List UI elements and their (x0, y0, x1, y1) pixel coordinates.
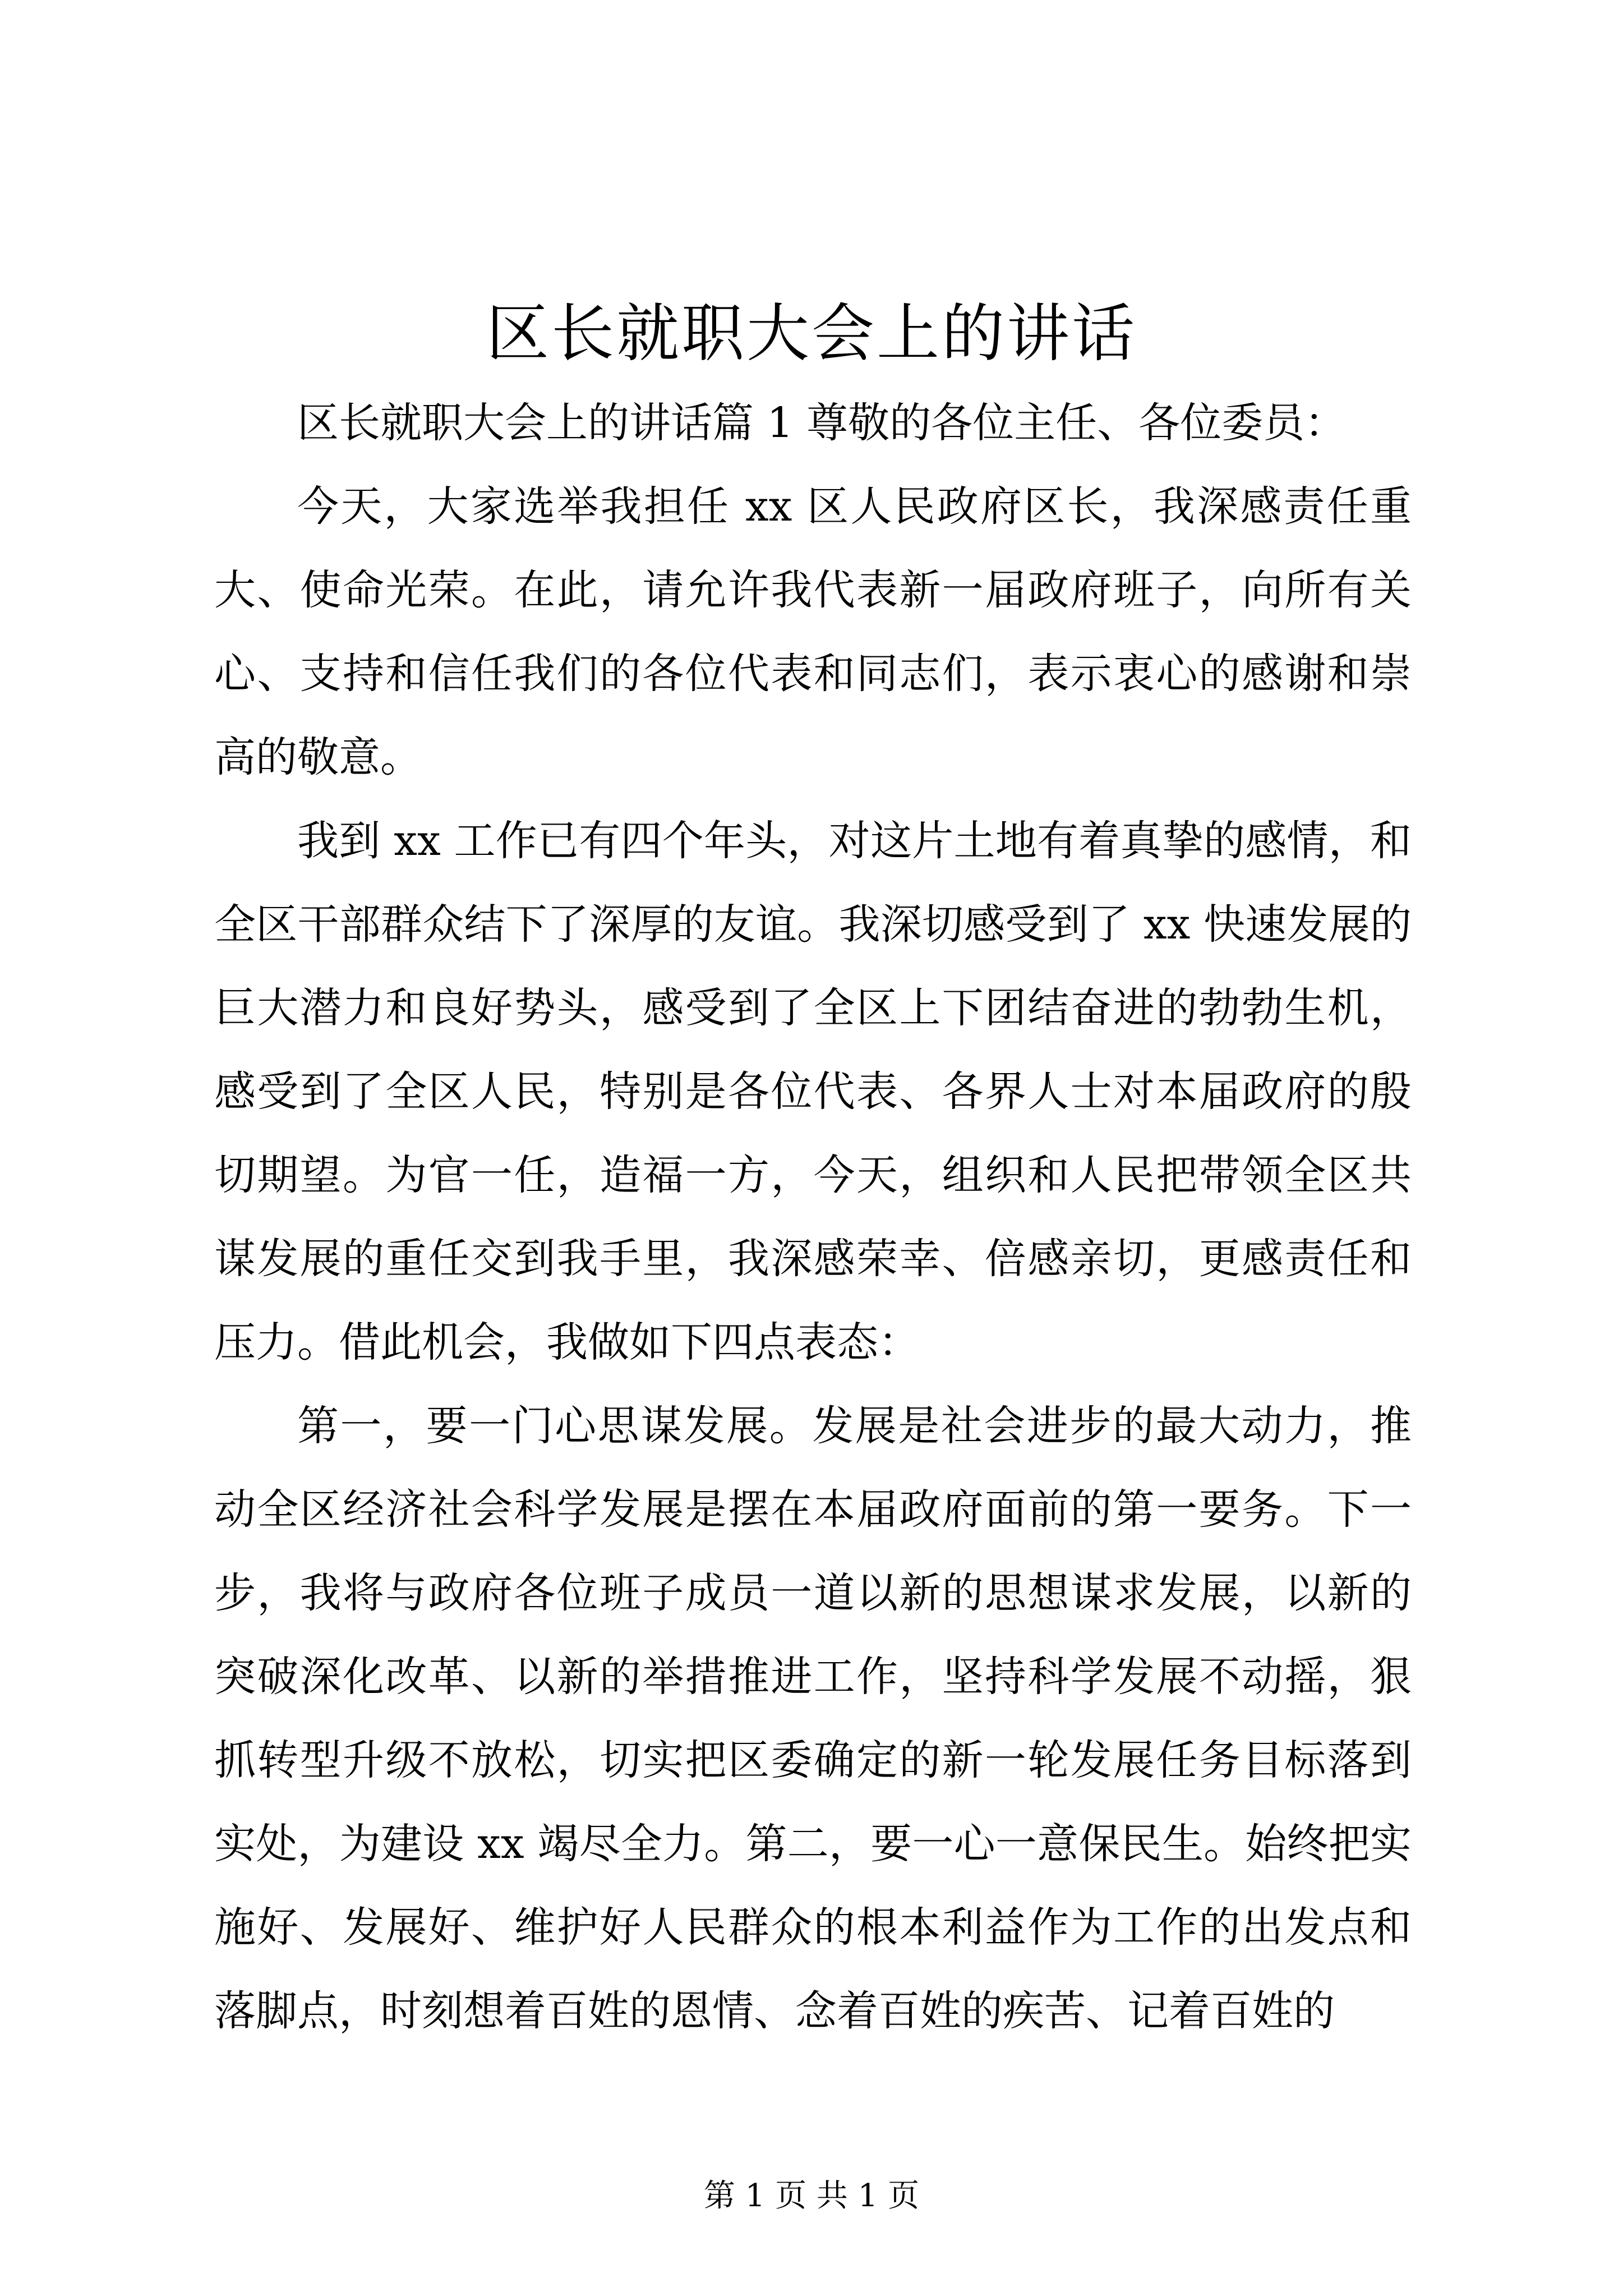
paragraph-salutation: 区长就职大会上的讲话篇 1 尊敬的各位主任、各位委员： (297, 399, 1347, 447)
document-body (214, 381, 1412, 2053)
paragraph-work-experience: 我到 xx 工作已有四个年头，对这片土地有着真挚的感情，和全区干部群众结下了深厚的友谊。我深切感受到了 xx 快速发展的巨大潜力和良好势头，感受到了全区上下团结奋进的勃勃生机，感受到了全区人民，特别是各位代表、各界人士对本届政府的殷切期望。为官一任，造福一方，今天，组织和人民把带领全区共谋发展的重任交到我手里，我深感荣幸、倍感亲切，更感责任和压力。借此机会，我做如下四点表态： (214, 817, 1412, 1366)
paragraph-first-point: 第一，要一门心思谋发展。发展是社会进步的最大动力，推动全区经济社会科学发展是摆在本届政府面前的第一要务。下一步，我将与政府各位班子成员一道以新的思想谋求发展，以新的突破深化改革、以新的举措推进工作，坚持科学发展不动摇，狠抓转型升级不放松，切实把区委确定的新一轮发展任务目标落到实处，为建设 xx 竭尽全力。第二，要一心一意保民生。始终把实施好、发展好、维护好人民群众的根本利益作为工作的出发点和落脚点，时刻想着百姓的恩情、念着百姓的疾苦、记着百姓的 (214, 1402, 1412, 2035)
document-title: 区长就职大会上的讲话 (486, 297, 1137, 370)
paragraph-election-thanks: 今天，大家选举我担任 xx 区人民政府区长，我深感责任重大、使命光荣。在此，请允许我代表新一届政府班子，向所有关心、支持和信任我们的各位代表和同志们，表示衷心的感谢和崇高的敬意。 (214, 482, 1412, 781)
page-footer: 第 1 页 共 1 页 (703, 2178, 920, 2214)
